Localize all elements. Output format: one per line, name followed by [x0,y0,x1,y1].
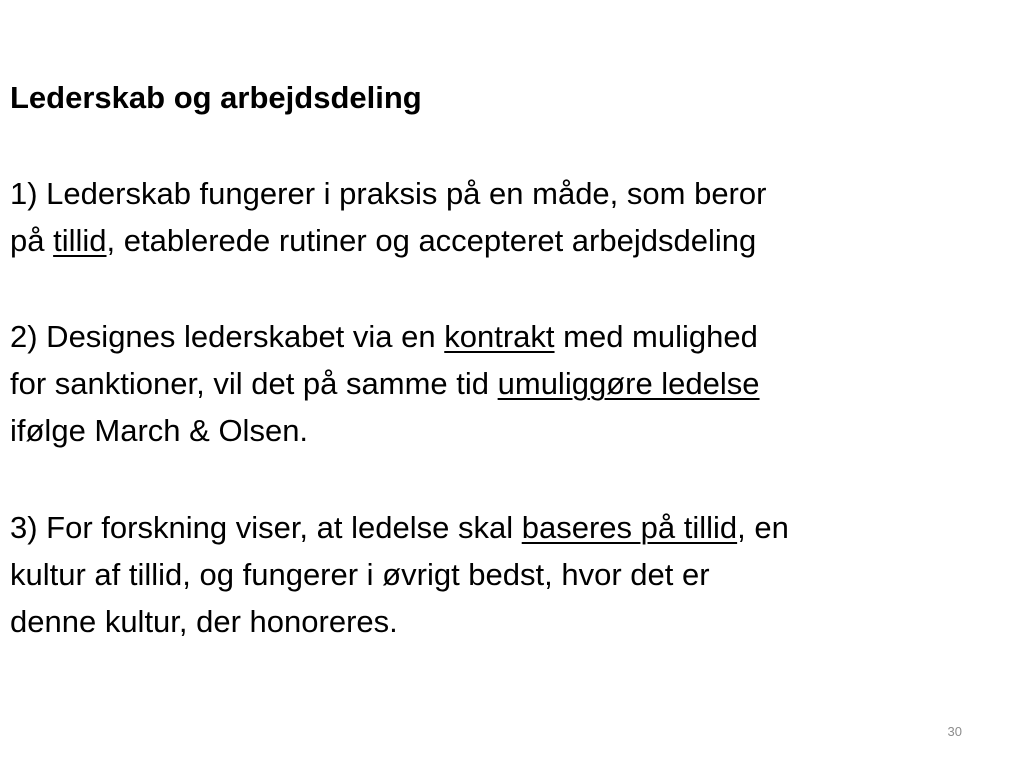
underlined-term-tillid: tillid [53,223,107,258]
paragraph-1-line-1: 1) Lederskab fungerer i praksis på en måde, som beror [10,176,767,211]
underlined-term-umuliggoere-ledelse: umuliggøre ledelse [497,366,760,401]
text-segment: , etablerede rutiner og accepteret arbejdsdeling [106,223,757,258]
paragraph-2-line-3: ifølge March & Olsen. [10,413,309,448]
text-segment: , en [737,510,789,545]
text-segment: 3) For forskning viser, at ledelse skal [10,510,522,545]
text-segment: for sanktioner, vil det på samme tid [10,366,498,401]
text-segment: 2) Designes lederskabet via en [10,319,445,354]
text-segment: på [10,223,54,258]
underlined-term-kontrakt: kontrakt [444,319,555,354]
paragraph-1 [10,170,1020,264]
slide-title: Lederskab og arbejdsdeling [10,80,422,115]
page-number: 30 [947,724,962,739]
paragraph-3-line-1 [10,504,1020,551]
paragraph-2-line-1 [10,313,1020,360]
paragraph-3-line-3: denne kultur, der honoreres. [10,604,398,639]
paragraph-2 [10,313,1020,454]
paragraph-3-line-2: kultur af tillid, og fungerer i øvrigt bedst, hvor det er [10,557,710,592]
paragraph-2-line-2 [10,360,1020,407]
text-segment: med mulighed [554,319,758,354]
underlined-term-baseres-paa-tillid: baseres på tillid [521,510,738,545]
paragraph-3 [10,504,1020,645]
paragraph-1-line-2 [10,217,1020,264]
